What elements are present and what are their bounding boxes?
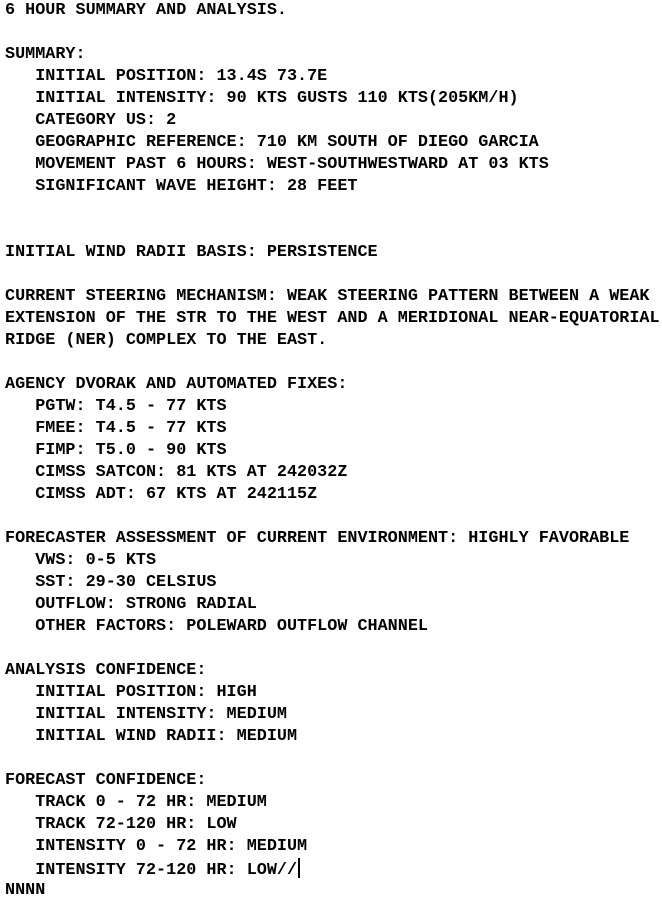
text-line: FMEE: T4.5 - 77 KTS: [5, 419, 227, 438]
text-line: [5, 264, 662, 286]
text-line: GEOGRAPHIC REFERENCE: 710 KM SOUTH OF DIEGO GARCIA: [5, 133, 539, 152]
text-line: INITIAL WIND RADII BASIS: PERSISTENCE: [5, 243, 378, 262]
text-line: INITIAL POSITION: HIGH: [5, 683, 257, 702]
text-line: VWS: 0-5 KTS: [5, 551, 157, 570]
text-line: SUMMARY:: [5, 45, 86, 64]
text-line: FORECAST CONFIDENCE:: [5, 771, 207, 790]
text-line: INTENSITY 0 - 72 HR: MEDIUM: [5, 837, 308, 856]
text-line: [5, 220, 662, 242]
text-line: MOVEMENT PAST 6 HOURS: WEST-SOUTHWESTWARD AT 03 KTS: [5, 155, 549, 174]
text-line: EXTENSION OF THE STR TO THE WEST AND A MERIDIONAL NEAR-EQUATORIAL: [5, 309, 660, 328]
text-line: [5, 22, 662, 44]
text-line: FORECASTER ASSESSMENT OF CURRENT ENVIRONMENT: HIGHLY FAVORABLE: [5, 529, 630, 548]
text-line: INITIAL INTENSITY: MEDIUM: [5, 705, 287, 724]
text-line: INITIAL WIND RADII: MEDIUM: [5, 727, 298, 746]
text-line: CURRENT STEERING MECHANISM: WEAK STEERING PATTERN BETWEEN A WEAK: [5, 287, 650, 306]
text-line: OUTFLOW: STRONG RADIAL: [5, 595, 257, 614]
text-line: PGTW: T4.5 - 77 KTS: [5, 397, 227, 416]
text-line: SIGNIFICANT WAVE HEIGHT: 28 FEET: [5, 177, 358, 196]
text-line: [5, 748, 662, 770]
text-line: FIMP: T5.0 - 90 KTS: [5, 441, 227, 460]
text-line: INTENSITY 72-120 HR: LOW//: [5, 858, 662, 880]
text-line: TRACK 0 - 72 HR: MEDIUM: [5, 793, 267, 812]
text-line: TRACK 72-120 HR: LOW: [5, 815, 237, 834]
text-line: ANALYSIS CONFIDENCE:: [5, 661, 207, 680]
text-line: CIMSS ADT: 67 KTS AT 242115Z: [5, 485, 318, 504]
text-line: [5, 198, 662, 220]
text-line: CIMSS SATCON: 81 KTS AT 242032Z: [5, 463, 348, 482]
text-line: INITIAL POSITION: 13.4S 73.7E: [5, 67, 328, 86]
text-line: SST: 29-30 CELSIUS: [5, 573, 217, 592]
text-line: AGENCY DVORAK AND AUTOMATED FIXES:: [5, 375, 348, 394]
text-line: NNNN: [5, 881, 46, 900]
text-line: [5, 506, 662, 528]
text-line: INITIAL INTENSITY: 90 KTS GUSTS 110 KTS(205KM/H): [5, 89, 519, 108]
text-line: [5, 352, 662, 374]
text-line: RIDGE (NER) COMPLEX TO THE EAST.: [5, 331, 328, 350]
text-line: 6 HOUR SUMMARY AND ANALYSIS.: [5, 1, 287, 20]
text-line: OTHER FACTORS: POLEWARD OUTFLOW CHANNEL: [5, 617, 428, 636]
text-cursor: [298, 858, 300, 878]
text-line: [5, 638, 662, 660]
text-line: CATEGORY US: 2: [5, 111, 177, 130]
